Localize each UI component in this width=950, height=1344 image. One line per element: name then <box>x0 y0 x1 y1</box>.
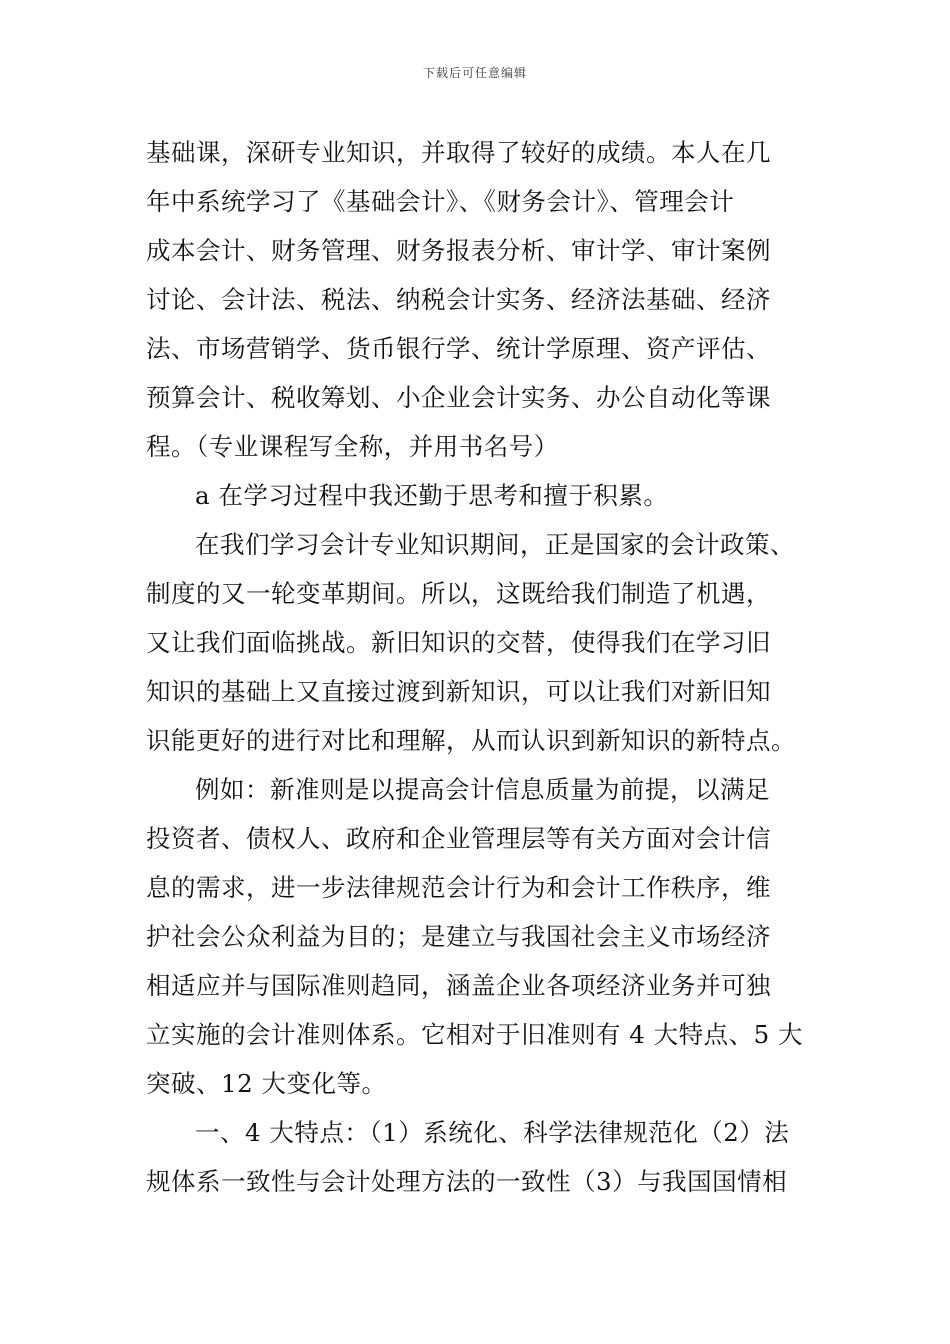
text-line: 讨论、会计法、税法、纳税会计实务、经济法基础、经济 <box>146 285 771 314</box>
text-line: 制度的又一轮变革期间。所以，这既给我们制造了机遇， <box>146 579 771 608</box>
text-line: 知识的基础上又直接过渡到新知识，可以让我们对新旧知 <box>146 677 771 706</box>
document-body <box>146 128 826 1206</box>
text-line: 法、市场营销学、货币银行学、统计学原理、资产评估、 <box>146 334 771 363</box>
text-line: 程。（专业课程写全称，并用书名号） <box>146 432 559 461</box>
text-line: 规体系一致性与会计处理方法的一致性（3）与我国国情相 <box>146 1167 788 1196</box>
paragraph <box>146 765 826 1108</box>
paragraph <box>146 1108 826 1206</box>
text-line: 立实施的会计准则体系。它相对于旧准则有 4 大特点、5 大 <box>146 1020 804 1049</box>
paragraph <box>146 471 826 520</box>
text-line: 息的需求，进一步法律规范会计行为和会计工作秩序，维 <box>146 873 771 902</box>
text-line: a 在学习过程中我还勤于思考和擅于积累。 <box>195 481 669 510</box>
text-line: 投资者、债权人、政府和企业管理层等有关方面对会计信 <box>146 824 771 853</box>
text-line: 年中系统学习了《基础会计》、《财务会计》、管理会计 <box>146 187 735 216</box>
text-line: 护社会公众利益为目的；是建立与我国社会主义市场经济 <box>146 922 771 951</box>
text-line: 又让我们面临挑战。新旧知识的交替，使得我们在学习旧 <box>146 628 771 657</box>
text-line: 一、4 大特点：（1）系统化、科学法律规范化（2）法 <box>195 1118 790 1147</box>
paragraph <box>146 128 826 471</box>
text-line: 成本会计、财务管理、财务报表分析、审计学、审计案例 <box>146 236 771 265</box>
text-line: 基础课，深研专业知识，并取得了较好的成绩。本人在几 <box>146 138 771 167</box>
text-line: 例如：新准则是以提高会计信息质量为前提，以满足 <box>195 775 770 804</box>
text-line: 识能更好的进行对比和理解，从而认识到新知识的新特点。 <box>146 726 796 755</box>
text-line: 突破、12 大变化等。 <box>146 1069 387 1098</box>
page-header: 下载后可任意编辑 <box>422 66 527 80</box>
paragraph <box>146 520 826 765</box>
text-line: 相适应并与国际准则趋同，涵盖企业各项经济业务并可独 <box>146 971 771 1000</box>
text-line: 在我们学习会计专业知识期间，正是国家的会计政策、 <box>195 530 795 559</box>
text-line: 预算会计、税收筹划、小企业会计实务、办公自动化等课 <box>146 383 771 412</box>
